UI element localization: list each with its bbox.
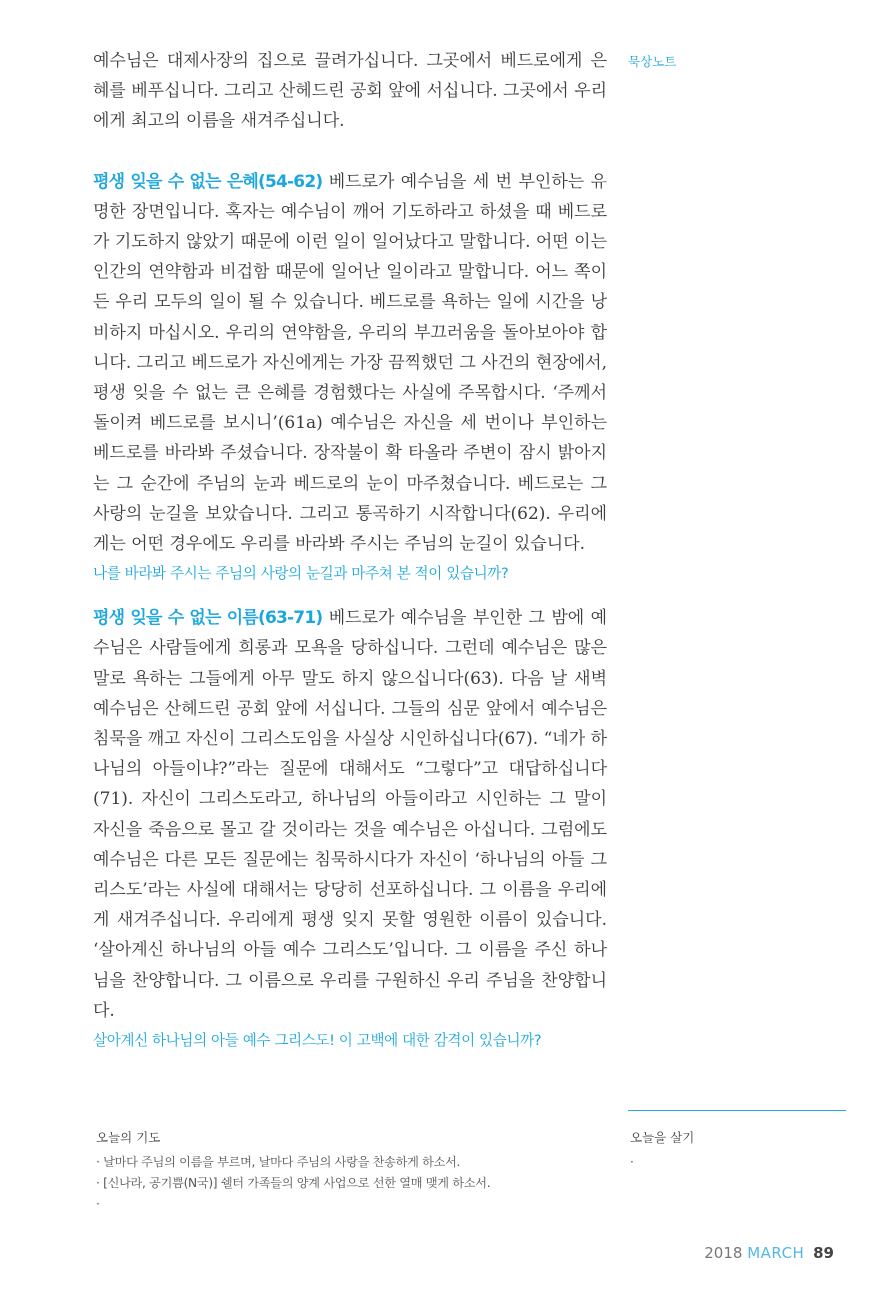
divider	[628, 1110, 846, 1111]
section1-body: 베드로가 예수님을 세 번 부인하는 유명한 장면입니다. 혹자는 예수님이 깨어 기도하라고 하셨을 때 베드로가 기도하지 않았기 때문에 이런 일이 일어났다고 말합니다. 어떤 이는 인간의 연약함과 비겁함 때문에 일어난 일이라고 말합니다. 어느 쪽이든 우리 모두의 일이 될 수 있습니다. 베드로를 욕하는 일에 시간을 낭비하지 마십시오. 우리의 연약함을, 우리의 부끄러움을 돌아보아야 합니다. 그리고 베드로가 자신에게는 가장 끔찍했던 그 사건의 현장에서, 평생 잊을 수 없는 큰 은혜를 경험했다는 사실에 주목합시다. ‘주께서 돌이켜 베드로를 보시니’(61a) 예수님은 자신을 세 번이나 부인하는 베드로를 바라봐 주셨습니다. 장작불이 확 타올라 주변이 잠시 밝아지는 그 순간에 주님의 눈과 베드로의 눈이 마주쳤습니다. 베드로는 그 사랑의 눈길을 보았습니다. 그리고 통곡하기 시작합니다(62). 우리에게는 어떤 경우에도 우리를 바라봐 주시는 주님의 눈길이 있습니다.	[93, 171, 607, 555]
prayer-section	[96, 1128, 616, 1215]
section1-question: 나를 바라봐 주시는 주님의 사랑의 눈길과 마주쳐 본 적이 있습니까?	[93, 565, 509, 583]
prayer-title: 오늘의 기도	[96, 1130, 161, 1145]
intro-paragraph: 예수님은 대제사장의 집으로 끌려가십니다. 그곳에서 베드로에게 은혜를 베푸십니다. 그리고 산헤드린 공회 앞에 서십니다. 그곳에서 우리에게 최고의 이름을 새겨주십니다.	[93, 51, 607, 132]
page-number: 89	[813, 1244, 834, 1262]
section1-paragraph	[93, 167, 607, 560]
section1-heading: 평생 잊을 수 없는 은혜(54-62)	[93, 171, 323, 192]
living-title: 오늘을 살기	[630, 1130, 695, 1145]
main-column	[93, 46, 607, 1056]
prayer-item: · [신나라, 공기쁨(N국)] 쉘터 가족들의 양계 사업으로 선한 열매 맺게 하소서.	[96, 1176, 491, 1190]
footer-month: MARCH	[747, 1244, 805, 1262]
section2-body: 베드로가 예수님을 부인한 그 밤에 예수님은 사람들에게 희롱과 모욕을 당하십니다. 그런데 예수님은 많은 말로 욕하는 그들에게 아무 말도 하지 않으십니다(63). 다음 날 새벽 예수님은 산헤드린 공회 앞에 서십니다. 그들의 심문 앞에서 예수님은 침묵을 깨고 자신이 그리스도임을 사실상 시인하십니다(67). “네가 하나님의 아들이냐?”라는 질문에 대해서도 “그렇다”고 대답하십니다(71). 자신이 그리스도라고, 하나님의 아들이라고 시인하는 그 말이 자신을 죽음으로 몰고 갈 것이라는 것을 예수님은 아십니다. 그럼에도 예수님은 다른 모든 질문에는 침묵하시다가 자신이 ‘하나님의 아들 그리스도’라는 사실에 대해서는 당당히 선포하십니다. 그 이름을 우리에게 새겨주십니다. 우리에게 평생 잊지 못할 영원한 이름이 있습니다. ‘살아계신 하나님의 아들 예수 그리스도’입니다. 그 이름을 주신 하나님을 찬양합니다. 그 이름으로 우리를 구원하신 우리 주님을 찬양합니다.	[93, 608, 607, 1021]
meditation-note-label: 묵상노트	[628, 54, 677, 69]
section2-question: 살아계신 하나님의 아들 예수 그리스도! 이 고백에 대한 감격이 있습니까?	[93, 1032, 542, 1050]
prayer-item: ·	[96, 1197, 100, 1211]
section2-heading: 평생 잊을 수 없는 이름(63-71)	[93, 608, 323, 629]
section2-paragraph	[93, 603, 607, 1026]
page-footer	[704, 1244, 834, 1262]
living-item: ·	[630, 1155, 634, 1169]
footer-year: 2018	[704, 1244, 743, 1262]
living-section	[630, 1128, 830, 1173]
prayer-item: · 날마다 주님의 이름을 부르며, 날마다 주님의 사랑을 찬송하게 하소서.	[96, 1155, 461, 1169]
